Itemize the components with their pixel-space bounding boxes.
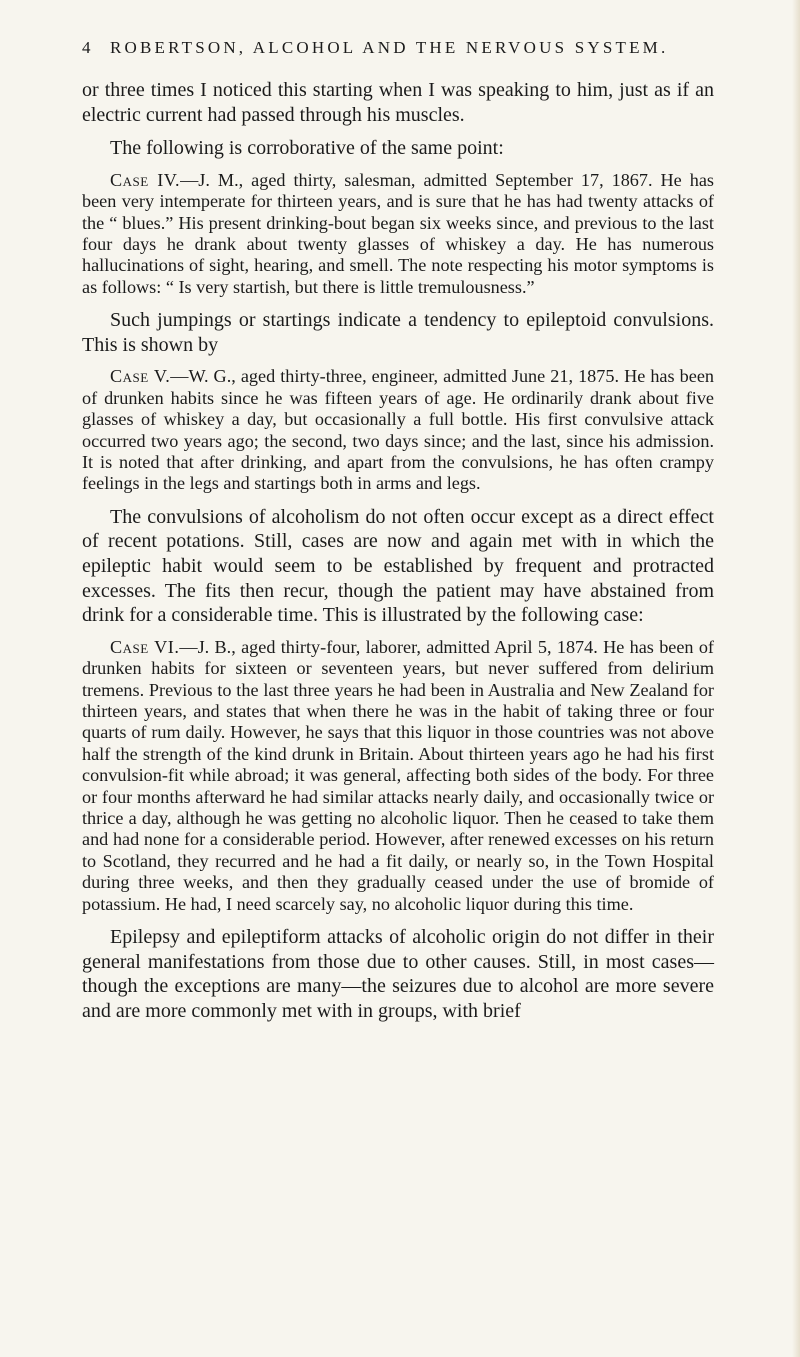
case-v-label: Case V. (110, 366, 171, 387)
paragraph-jumpings: Such jumpings or startings indicate a tendency to epileptoid convulsions. This is shown by (82, 309, 714, 356)
case-v-text: —W. G., aged thirty-three, engineer, admitted June 21, 1875. He has been of drunken habits since he was fifteen years of age. He ordinarily drank about five glasses of whiskey a day, but occasionally a full bottle. His first convulsive attack occurred two years ago; the second, two days since; and the last, since his admission. It is noted that after drinking, and apart from the convulsions, he has often crampy feelings in the legs and startings both in arms and legs. (82, 366, 714, 494)
page-number: 4 (82, 38, 91, 57)
case-vi-label: Case VI. (110, 636, 180, 657)
running-header (82, 38, 714, 58)
page-edge-shadow (792, 0, 800, 1357)
paragraph-continuation: or three times I noticed this starting when I was speaking to him, just as if an electric current had passed through his muscles. (82, 79, 714, 126)
case-vi-text: —J. B., aged thirty-four, laborer, admitted April 5, 1874. He has been of drunken habits for sixteen or seventeen years, but never suffered from delirium tremens. Previous to the last three years he had been in Australia and New Zealand for thirteen years, and states that when there he was in the habit of taking three or four quarts of rum daily. However, he says that this liquor in those countries was not above half the strength of the kind drunk in Britain. About thirteen years ago he had his first convulsion-fit while abroad; it was general, affecting both sides of the body. For three or four months afterward he had similar attacks nearly daily, and occasionally twice or thrice a day, although he was getting no alcoholic liquor. Then he ceased to take them and had none for a considerable period. However, after renewed excesses on his return to Scotland, they recurred and he had a fit daily, or nearly so, in the Town Hospital during three weeks, and then they gradually ceased under the use of bromide of potassium. He had, I need scarcely say, no alcoholic liquor during this time. (82, 636, 714, 914)
running-title: ROBERTSON, ALCOHOL AND THE NERVOUS SYSTEM. (109, 38, 669, 57)
case-iv-label: Case IV. (110, 169, 181, 190)
case-iv (82, 170, 714, 298)
book-page (82, 38, 714, 1032)
paragraph-corroborative: The following is corroborative of the same point: (110, 137, 504, 160)
paragraph-convulsions: The convulsions of alcoholism do not often occur except as a direct effect of recent potations. Still, cases are now and again met with in which the epileptic habit would seem to be established by frequent and protracted excesses. The fits then recur, though the patient may have abstained from drink for a considerable time. This is illustrated by the following case: (82, 505, 714, 627)
paragraph-epilepsy: Epilepsy and epileptiform attacks of alcoholic origin do not differ in their general manifestations from those due to other causes. Still, in most cases—though the exceptions are many—the seizures due to alcohol are more severe and are more commonly met with in groups, with brief (82, 926, 714, 1022)
case-iv-text: —J. M., aged thirty, salesman, admitted September 17, 1867. He has been very intemperate for thirteen years, and is sure that he has had twenty attacks of the “ blues.” His present drinking-bout began six weeks since, and previous to the last four days he drank about twenty glasses of whiskey a day. He has numerous hallucinations of sight, hearing, and smell. The note respecting his motor symptoms is as follows: “ Is very startish, but there is little tremulousness.” (82, 169, 714, 297)
case-vi (82, 637, 714, 915)
case-v (82, 366, 714, 494)
